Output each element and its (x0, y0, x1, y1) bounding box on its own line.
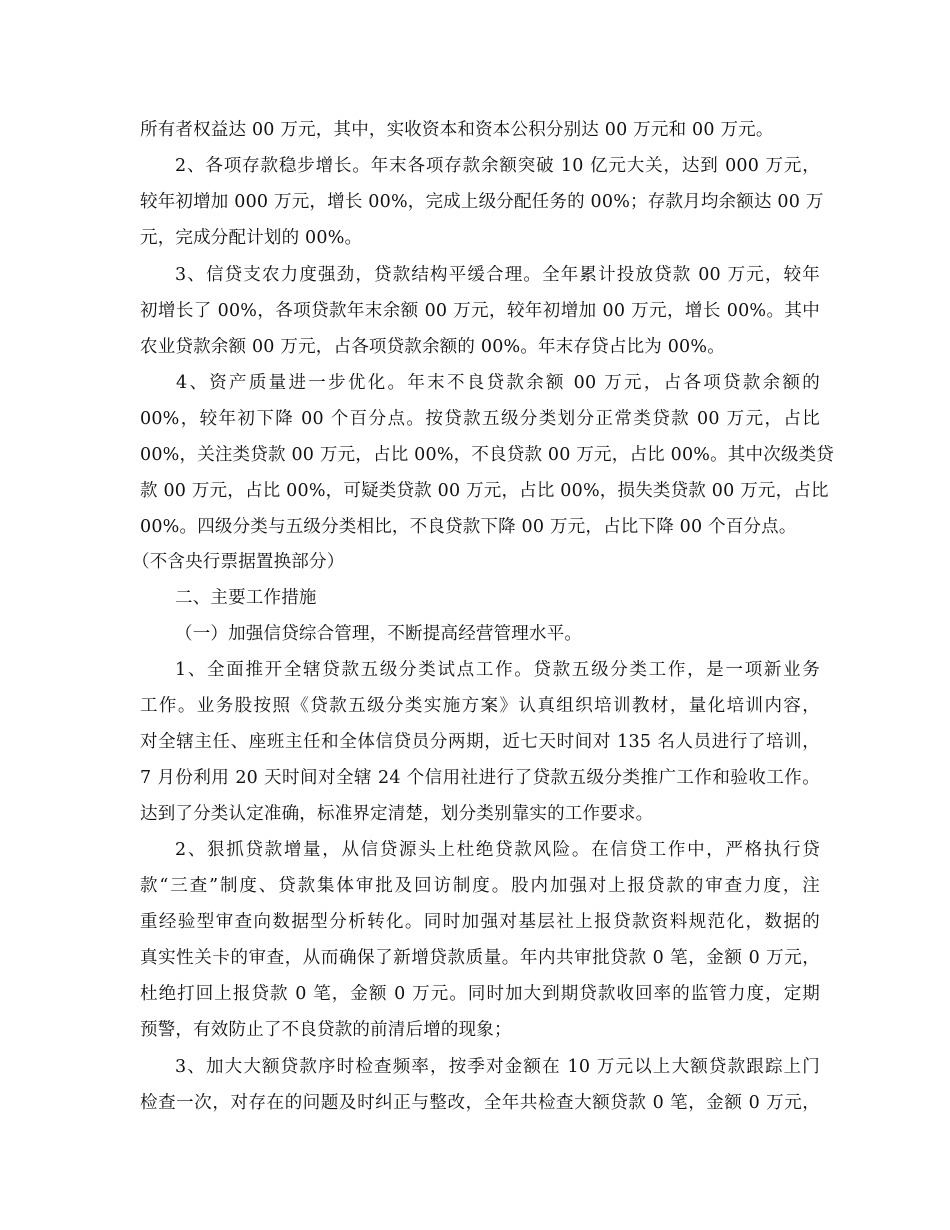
text-line: 00%，关注类贷款 00 万元，占比 00%，不良贷款 00 万元，占比 00%。其中次级类贷 (140, 445, 834, 465)
text-line: 预警，有效防止了不良贷款的前清后增的现象； (140, 1020, 512, 1040)
text-line: 真实性关卡的审查，从而确保了新增贷款质量。年内共审批贷款 0 笔，金额 0 万元， (140, 948, 820, 968)
text-line: 2、各项存款稳步增长。年末各项存款余额突破 10 亿元大关，达到 000 万元， (175, 156, 820, 176)
text-line: （不含央行票据置换部分） (132, 552, 345, 572)
text-line: 工作。业务股按照《贷款五级分类实施方案》认真组织培训教材，量化培训内容， (140, 696, 820, 716)
text-line: 元，完成分配计划的 00%。 (140, 228, 363, 248)
text-line: 检查一次，对存在的问题及时纠正与整改，全年共检查大额贷款 0 笔，金额 0 万元， (140, 1093, 820, 1113)
text-line: 对全辖主任、座班主任和全体信贷员分两期，近七天时间对 135 名人员进行了培训， (140, 732, 820, 752)
text-line: 3、信贷支农力度强劲，贷款结构平缓合理。全年累计投放贷款 00 万元，较年 (175, 265, 820, 285)
text-line: 00%，较年初下降 00 个百分点。按贷款五级分类划分正常类贷款 00 万元，占比 (140, 409, 820, 429)
text-line: 重经验型审查向数据型分析转化。同时加强对基层社上报贷款资料规范化，数据的 (140, 912, 820, 932)
text-line: 3、加大大额贷款序时检查频率，按季对金额在 10 万元以上大额贷款跟踪上门 (175, 1057, 820, 1077)
text-line: 00%。四级分类与五级分类相比，不良贷款下降 00 万元，占比下降 00 个百分点。 (140, 517, 797, 537)
text-line: 杜绝打回上报贷款 0 笔，金额 0 万元。同时加大到期贷款收回率的监管力度，定期 (140, 984, 820, 1004)
text-line: 所有者权益达 00 万元，其中，实收资本和资本公积分别达 00 万元和 00 万元。 (140, 120, 774, 140)
text-line: 达到了分类认定准确，标准界定清楚，划分类别靠实的工作要求。 (140, 804, 654, 824)
text-line: 款 00 万元，占比 00%，可疑类贷款 00 万元，占比 00%，损失类贷款 00 万元，占比 (140, 481, 829, 501)
text-line: 初增长了 00%，各项贷款年末余额 00 万元，较年初增加 00 万元，增长 00%。其中 (140, 301, 820, 321)
text-line: 较年初增加 000 万元，增长 00%，完成上级分配任务的 00%；存款月均余额达 00 万 (140, 192, 824, 212)
text-line: 2、狠抓贷款增量，从信贷源头上杜绝贷款风险。在信贷工作中，严格执行贷 (175, 840, 820, 860)
text-line: 款“三查”制度、贷款集体审批及回访制度。股内加强对上报贷款的审查力度，注 (140, 876, 820, 896)
text-line: 农业贷款余额 00 万元，占各项贷款余额的 00%。年末存贷占比为 00%。 (140, 337, 725, 357)
subsection-heading: （一）加强信贷综合管理，不断提高经营管理水平。 (175, 624, 583, 644)
section-heading: 二、主要工作措施 (175, 588, 317, 608)
text-line: 4、资产质量进一步优化。年末不良贷款余额 00 万元，占各项贷款余额的 (176, 373, 820, 393)
text-line: 1、全面推开全辖贷款五级分类试点工作。贷款五级分类工作，是一项新业务 (175, 660, 820, 680)
text-line: 7 月份利用 20 天时间对全辖 24 个信用社进行了贷款五级分类推广工作和验收工作。 (140, 768, 820, 788)
